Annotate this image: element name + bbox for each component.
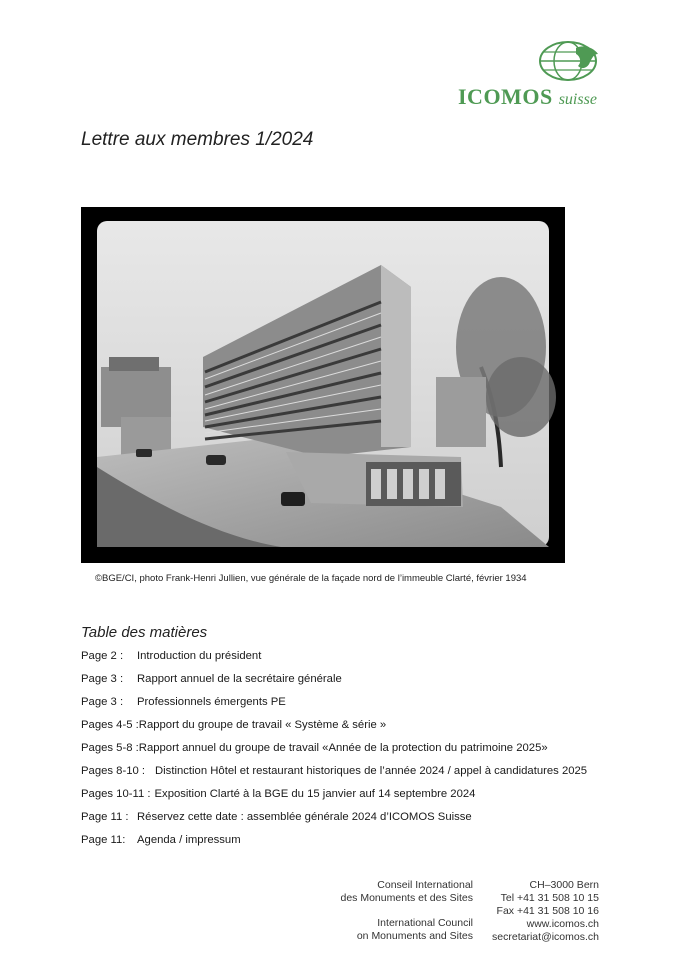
toc-entry xyxy=(81,696,286,712)
toc-page: Pages 5-8 : xyxy=(81,742,139,754)
toc-page: Page 3 : xyxy=(81,696,124,708)
footer-web-link[interactable]: www.icomos.ch xyxy=(526,918,599,930)
toc-text: Introduction du président xyxy=(137,650,262,662)
toc-page: Pages 8-10 : xyxy=(81,765,146,777)
footer-org-en-line2: on Monuments and Sites xyxy=(356,930,473,942)
globe-horse-icon xyxy=(538,40,602,82)
logo-brand: ICOMOS xyxy=(458,84,553,109)
toc-entry xyxy=(81,650,261,666)
toc-entry xyxy=(81,742,548,758)
toc-entry xyxy=(81,765,587,781)
toc-text: Rapport annuel de la secrétaire générale xyxy=(137,673,342,685)
photo-caption: ©BGE/CI, photo Frank-Henri Jullien, vue générale de la façade nord de l’immeuble Clarté, février 1934 xyxy=(95,573,527,584)
footer-org-fr-line1: Conseil International xyxy=(377,879,473,891)
toc-page: Page 11 : xyxy=(81,811,129,823)
toc-text: Distinction Hôtel et restaurant historiques de l’année 2024 / appel à candidatures 2025 xyxy=(155,765,588,777)
document-title: Lettre aux membres 1/2024 xyxy=(81,129,314,150)
toc-text: Réservez cette date : assemblée générale 2024 d’ICOMOS Suisse xyxy=(137,811,472,823)
toc-title: Table des matières xyxy=(81,624,208,641)
toc-entry xyxy=(81,788,475,804)
toc-page: Page 3 : xyxy=(81,673,124,685)
cover-photo xyxy=(81,207,565,563)
footer-address: CH–3000 Bern xyxy=(529,879,599,891)
footer-contact xyxy=(492,879,599,944)
logo-suffix: suisse xyxy=(558,91,597,108)
footer-org-en-line1: International Council xyxy=(377,917,473,929)
footer-organization xyxy=(341,879,474,943)
toc-text: Agenda / impressum xyxy=(137,834,241,846)
toc-text: Professionnels émergents PE xyxy=(137,696,286,708)
toc-text: Rapport annuel du groupe de travail «Année de la protection du patrimoine 2025» xyxy=(138,742,548,754)
logo-wordmark xyxy=(458,84,597,110)
toc-page: Pages 4-5 : xyxy=(81,719,139,731)
footer-tel: Tel +41 31 508 10 15 xyxy=(500,892,599,904)
toc-entry xyxy=(81,719,386,735)
footer-fax: Fax +41 31 508 10 16 xyxy=(496,905,599,917)
footer-email-link[interactable]: secretariat@icomos.ch xyxy=(492,931,599,943)
toc-entry xyxy=(81,811,472,827)
toc-page: Pages 10-11 : xyxy=(81,788,151,800)
toc-entry xyxy=(81,673,342,689)
toc-page: Page 11: xyxy=(81,834,126,846)
footer-org-fr-line2: des Monuments et des Sites xyxy=(340,892,473,904)
toc-text: Rapport du groupe de travail « Système & série » xyxy=(138,719,387,731)
toc-text: Exposition Clarté à la BGE du 15 janvier auf 14 septembre 2024 xyxy=(154,788,476,800)
toc-entry xyxy=(81,834,241,850)
toc-page: Page 2 : xyxy=(81,650,124,662)
icomos-logo xyxy=(455,40,605,110)
